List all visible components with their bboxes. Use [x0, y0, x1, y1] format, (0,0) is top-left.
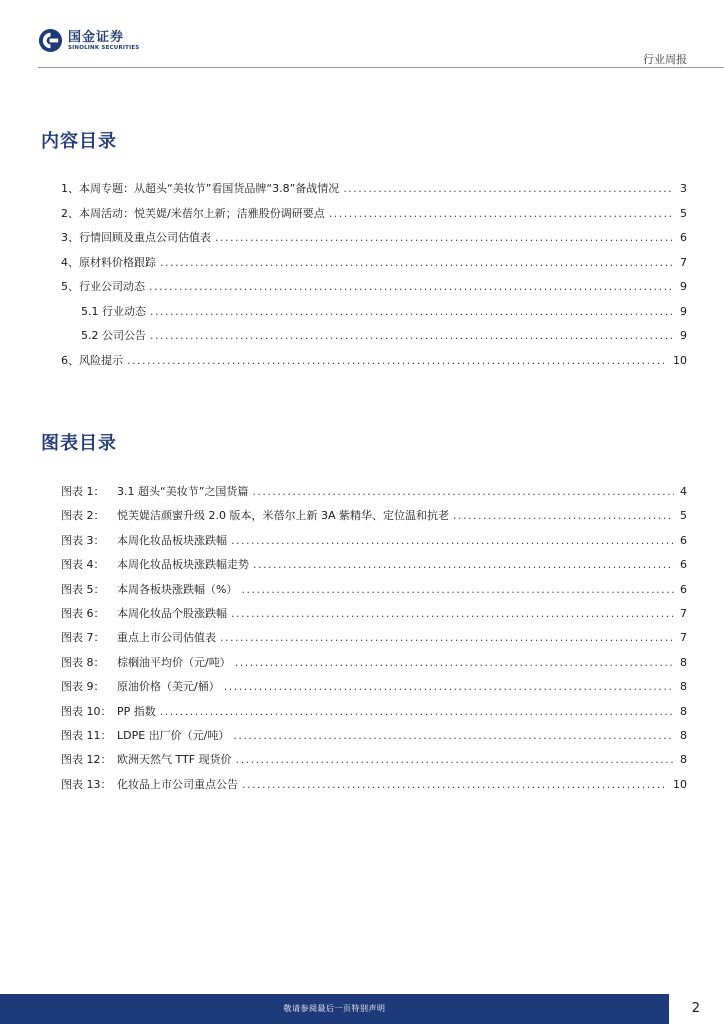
- dot-leader: [231, 602, 674, 626]
- figure-caption: 悦芙媞洁颜蜜升级 2.0 版本，米蓓尔上新 3A 紫精华、定位温和抗老: [117, 509, 450, 523]
- figure-number: 图表 13：: [61, 777, 112, 791]
- dot-leader: [242, 773, 667, 797]
- figure-number: 图表 9：: [61, 680, 105, 694]
- entry-label: 4、原材料价格跟踪: [61, 255, 156, 269]
- dot-leader: [220, 626, 674, 650]
- entry-page-number: 3: [680, 182, 687, 195]
- figure-entry[interactable]: [61, 553, 687, 577]
- figure-entry[interactable]: [61, 504, 687, 528]
- page-number: 2: [691, 1001, 700, 1016]
- toc-entry[interactable]: [61, 251, 687, 276]
- figure-caption: PP 指数: [117, 704, 156, 718]
- dot-leader: [453, 504, 674, 528]
- figure-number: 图表 10：: [61, 704, 112, 718]
- entry-label: [61, 724, 229, 748]
- dot-leader: [160, 251, 674, 276]
- dot-leader: [252, 480, 674, 504]
- dot-leader: [231, 529, 674, 553]
- toc-entry[interactable]: [61, 349, 687, 374]
- figure-caption: 本周化妆品个股涨跌幅: [117, 606, 227, 620]
- entry-label: [61, 748, 232, 772]
- toc-entry[interactable]: [61, 275, 687, 300]
- entry-label: [61, 675, 220, 699]
- dot-leader: [253, 553, 674, 577]
- figure-entry[interactable]: [61, 675, 687, 699]
- figure-caption: 本周各板块涨跌幅（%）: [117, 582, 238, 596]
- entry-page-number: 8: [680, 753, 687, 767]
- entry-label: 3、行情回顾及重点公司估值表: [61, 231, 211, 244]
- toc-entry[interactable]: [61, 226, 687, 251]
- dot-leader: [235, 651, 674, 675]
- figure-entry[interactable]: [61, 773, 687, 797]
- toc-entry[interactable]: [61, 324, 687, 349]
- entry-label: [61, 773, 238, 797]
- figure-entry[interactable]: [61, 724, 687, 748]
- entry-label: [61, 504, 449, 528]
- logo-english-name: SINOLINK SECURITIES: [68, 44, 140, 51]
- entry-label: 6、风险提示: [61, 353, 123, 367]
- entry-page-number: 7: [680, 255, 687, 269]
- dot-leader: [241, 578, 674, 602]
- dot-leader: [224, 675, 674, 699]
- figure-caption: 本周化妆品板块涨跌幅: [117, 533, 227, 547]
- header-divider: [38, 67, 724, 68]
- figure-number: 图表 8：: [61, 655, 105, 669]
- entry-page-number: 6: [680, 558, 687, 572]
- entry-label: [61, 651, 231, 675]
- page-header: [0, 0, 724, 68]
- entry-page-number: 9: [680, 329, 687, 342]
- entry-label: 5.1 行业动态: [81, 304, 146, 318]
- figure-number: 图表 7：: [61, 631, 105, 645]
- entry-label: 5.2 公司公告: [81, 329, 146, 342]
- figure-caption: 棕榈油平均价（元/吨）: [117, 655, 231, 669]
- figure-entry[interactable]: [61, 748, 687, 772]
- figure-number: 图表 6：: [61, 606, 105, 620]
- entry-page-number: 10: [673, 353, 687, 367]
- entry-page-number: 7: [680, 606, 687, 620]
- entry-label: [61, 700, 156, 724]
- figure-number: 图表 2：: [61, 509, 105, 523]
- figures-title: 图表目录: [41, 433, 117, 454]
- sinolink-logo-icon: [38, 28, 63, 53]
- figure-entry[interactable]: [61, 651, 687, 675]
- dot-leader: [236, 748, 674, 772]
- entry-label: 1、本周专题：从超头“美妆节”看国货品牌“3.8”备战情况: [61, 182, 340, 195]
- entry-page-number: 9: [680, 280, 687, 293]
- entry-page-number: 7: [680, 631, 687, 645]
- figure-caption: 欧洲天然气 TTF 现货价: [117, 753, 232, 767]
- entry-label: [61, 480, 248, 504]
- dot-leader: [329, 202, 674, 227]
- figure-number: 图表 3：: [61, 533, 105, 547]
- figure-number: 图表 4：: [61, 558, 105, 572]
- figure-number: 图表 12：: [61, 753, 112, 767]
- figure-number: 图表 5：: [61, 582, 105, 596]
- figure-entry[interactable]: [61, 626, 687, 650]
- figure-entry[interactable]: [61, 700, 687, 724]
- figure-caption: 重点上市公司估值表: [117, 631, 216, 645]
- entry-page-number: 8: [680, 680, 687, 694]
- entry-page-number: 6: [680, 533, 687, 547]
- dot-leader: [150, 324, 674, 349]
- figure-caption: LDPE 出厂价（元/吨）: [117, 728, 230, 742]
- entry-label: [61, 602, 227, 626]
- entry-label: 5、行业公司动态: [61, 280, 145, 293]
- entry-label: 2、本周活动：悦芙媞/米蓓尔上新；洁雅股份调研要点: [61, 206, 325, 220]
- figure-entry[interactable]: [61, 602, 687, 626]
- entry-page-number: 8: [680, 704, 687, 718]
- entry-page-number: 10: [673, 777, 687, 791]
- page-footer: [0, 994, 724, 1024]
- figure-number: 图表 1：: [61, 485, 105, 498]
- entry-label: [61, 578, 237, 602]
- company-logo: [38, 28, 139, 53]
- figure-caption: 原油价格（美元/桶）: [117, 680, 220, 694]
- logo-chinese-name: 国金证券: [68, 29, 125, 45]
- dot-leader: [150, 300, 674, 325]
- figure-entry[interactable]: [61, 480, 687, 504]
- entry-page-number: 4: [680, 485, 687, 498]
- dot-leader: [127, 349, 667, 374]
- figure-caption: 3.1 超头“美妆节”之国货篇: [117, 485, 249, 498]
- figure-caption: 本周化妆品板块涨跌幅走势: [117, 558, 249, 572]
- figure-entry[interactable]: [61, 578, 687, 602]
- figures-list: [61, 480, 687, 797]
- entry-label: [61, 553, 249, 577]
- dot-leader: [160, 700, 674, 724]
- toc-title: 内容目录: [41, 131, 117, 152]
- figure-number: 图表 11：: [61, 728, 112, 742]
- entry-page-number: 8: [680, 655, 687, 669]
- entry-label: [61, 529, 227, 553]
- footer-disclaimer: 敬请参阅最后一页特别声明: [283, 1004, 386, 1013]
- dot-leader: [149, 275, 674, 300]
- entry-page-number: 5: [680, 206, 687, 220]
- entry-page-number: 6: [680, 582, 687, 596]
- toc-list: [61, 177, 687, 373]
- toc-entry[interactable]: [61, 202, 687, 227]
- entry-page-number: 9: [680, 304, 687, 318]
- figure-caption: 化妆品上市公司重点公告: [117, 777, 238, 791]
- dot-leader: [343, 177, 674, 202]
- toc-entry[interactable]: [61, 177, 687, 202]
- entry-page-number: 6: [680, 231, 687, 244]
- report-type-label: 行业周报: [643, 53, 687, 66]
- entry-page-number: 8: [680, 728, 687, 742]
- toc-entry[interactable]: [61, 300, 687, 325]
- dot-leader: [233, 724, 674, 748]
- entry-label: [61, 626, 216, 650]
- entry-page-number: 5: [680, 509, 687, 523]
- figure-entry[interactable]: [61, 529, 687, 553]
- dot-leader: [215, 226, 674, 251]
